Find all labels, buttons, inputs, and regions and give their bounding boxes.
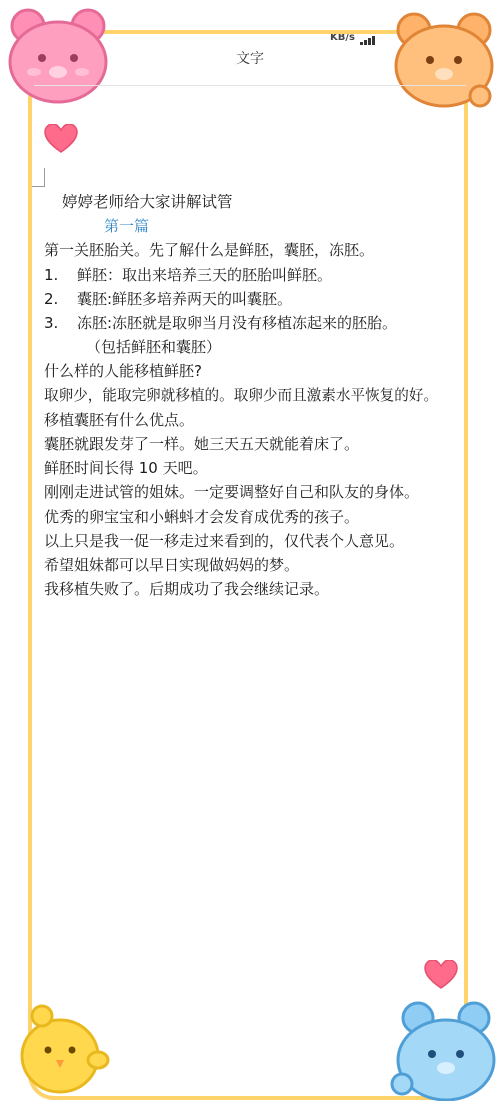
page-title: 文字 xyxy=(236,51,264,67)
paragraph: 以上只是我一促一移走过来看到的，仅代表个人意见。 xyxy=(44,531,405,550)
paragraph: 优秀的卵宝宝和小蝌蚪才会发育成优秀的孩子。 xyxy=(44,507,360,526)
document-subtitle: 第一篇 xyxy=(104,217,150,236)
list-number: 1. xyxy=(44,265,59,284)
list-text: 囊胚:鲜胚多培养两天的叫囊胚。 xyxy=(77,289,293,308)
heart-icon xyxy=(424,960,458,990)
text-cursor-mark xyxy=(32,168,45,187)
yellow-chick-icon xyxy=(12,998,112,1098)
paragraph: 刚刚走进试管的姐妹。一定要调整好自己和队友的身体。 xyxy=(44,483,420,502)
paragraph: 什么样的人能移植鲜胚? xyxy=(44,362,202,381)
list-number: 2. xyxy=(44,289,59,308)
blue-bear-icon xyxy=(388,998,500,1101)
document-body[interactable] xyxy=(44,190,496,601)
network-speed: KB/s xyxy=(330,32,355,43)
list-note: （包括鲜胚和囊胚） xyxy=(86,338,222,357)
intro-line: 第一关胚胎关。先了解什么是鲜胚，囊胚，冻胚。 xyxy=(44,241,375,260)
paragraph: 取卵少，能取完卵就移植的。取卵少而且激素水平恢复的好。 xyxy=(44,386,439,404)
paragraph: 鲜胚时间长得 10 天吧。 xyxy=(44,459,208,478)
paragraph: 希望姐妹都可以早日实现做妈妈的梦。 xyxy=(44,556,300,575)
paragraph: 我移植失败了。后期成功了我会继续记录。 xyxy=(44,580,330,599)
list-item xyxy=(44,263,496,287)
title-divider xyxy=(34,85,466,86)
list-text: 冻胚:冻胚就是取卵当月没有移植冻起来的胚胎。 xyxy=(77,314,398,333)
list-text: 鲜胚：取出来培养三天的胚胎叫鲜胚。 xyxy=(77,265,333,284)
list-item xyxy=(44,311,496,335)
list-number: 3. xyxy=(44,314,59,333)
list-item xyxy=(44,287,496,311)
title-bar xyxy=(0,48,500,76)
paragraph: 移植囊胚有什么优点。 xyxy=(44,410,195,429)
paragraph: 囊胚就跟发芽了一样。她三天五天就能着床了。 xyxy=(44,435,360,454)
heart-icon xyxy=(44,124,78,154)
document-title: 婷婷老师给大家讲解试管 xyxy=(62,193,233,211)
